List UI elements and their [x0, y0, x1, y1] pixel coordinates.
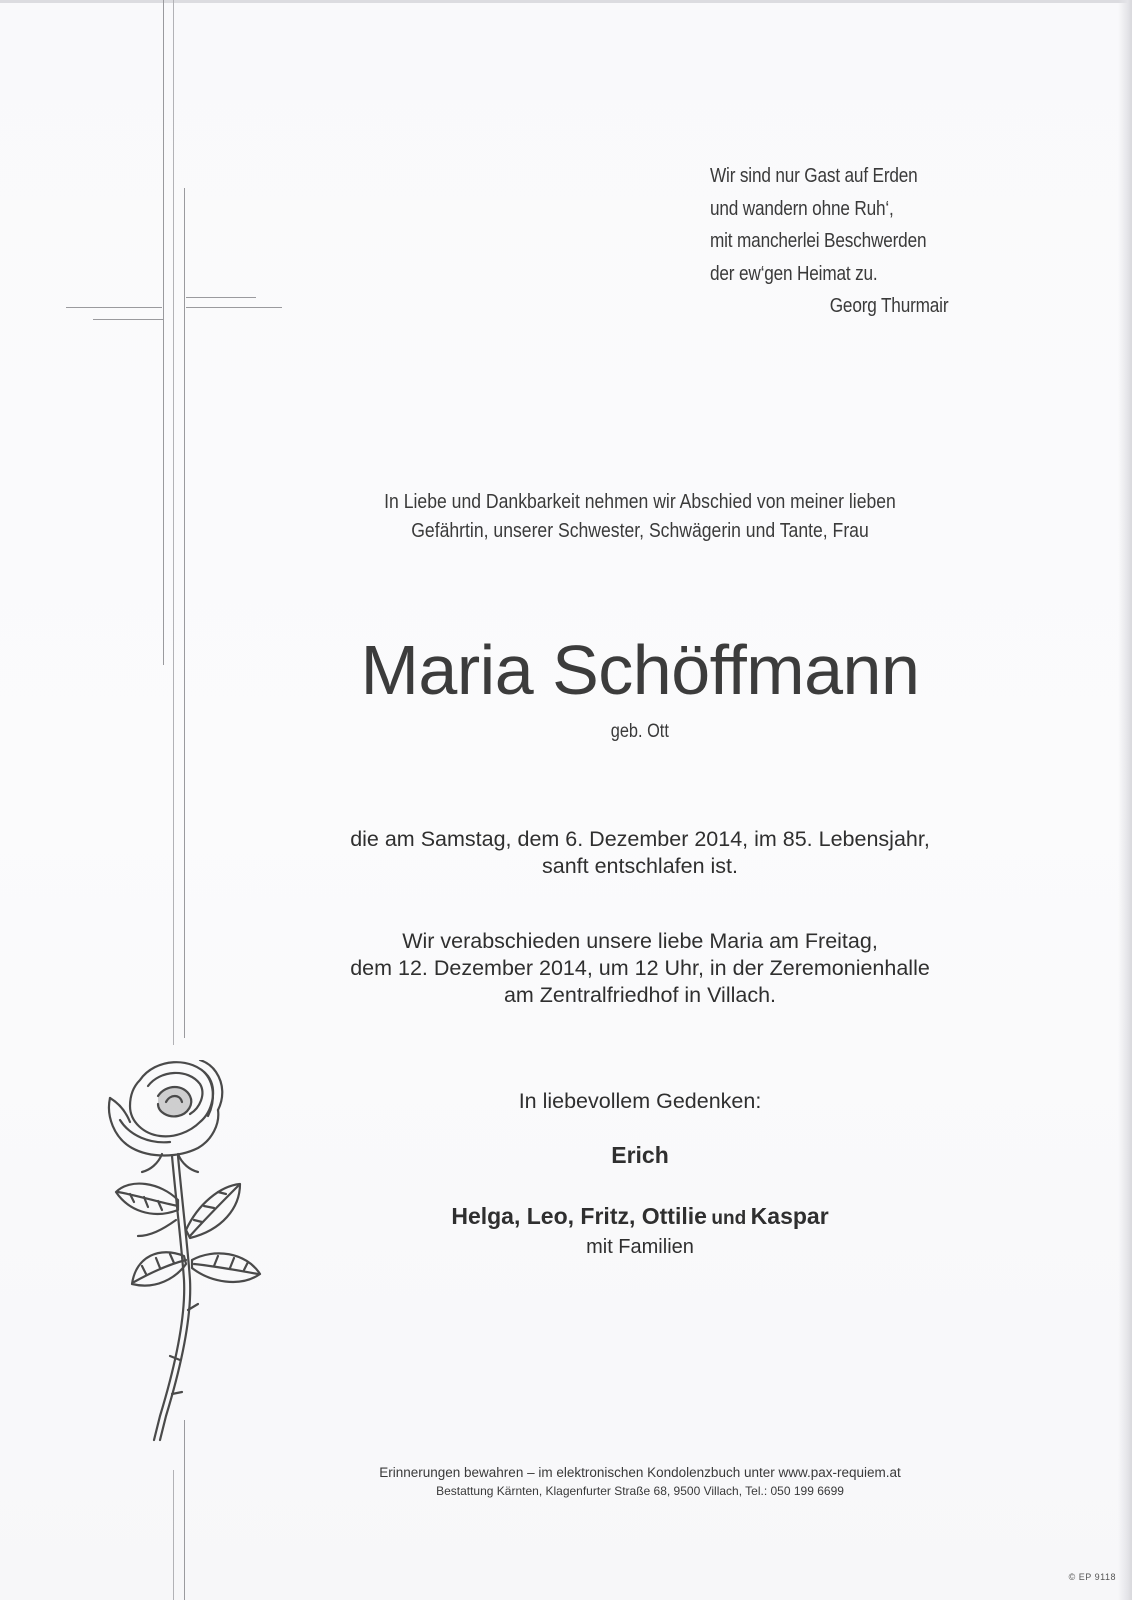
page-right-edge: [1118, 0, 1132, 1600]
ceremony-line-2: dem 12. Dezember 2014, um 12 Uhr, in der Zeremonienhalle: [350, 956, 930, 980]
death-notice-line-1: die am Samstag, dem 6. Dezember 2014, im 85. Lebensjahr,: [350, 827, 930, 851]
cross-horizontal-right: [186, 307, 282, 308]
with-families: mit Familien: [586, 1236, 694, 1258]
verse-author: Georg Thurmair: [829, 295, 949, 317]
deceased-name: Maria Schöffmann: [360, 631, 920, 709]
mourners-heading-text: In liebevollem Gedenken:: [518, 1089, 762, 1113]
verse-line: und wandern ohne Ruh‘,: [710, 197, 894, 220]
cross-horizontal-left: [66, 307, 162, 308]
rose-icon: [100, 1060, 280, 1450]
family-mourners: [300, 1203, 980, 1230]
print-code: © EP 9118: [1068, 1572, 1116, 1582]
ceremony-line-1: Wir verabschieden unsere liebe Maria am Freitag,: [402, 929, 878, 953]
footer-address: Bestattung Kärnten, Klagenfurter Straße 68, 9500 Villach, Tel.: 050 199 6699: [436, 1484, 844, 1498]
cross-vertical-left-thin: [173, 0, 174, 1045]
verse-line: der ew‘gen Heimat zu.: [710, 262, 878, 285]
maiden-name-text: geb. Ott: [610, 721, 670, 742]
maiden-name: [540, 718, 740, 746]
cross-horizontal-top: [186, 297, 256, 298]
footer: [300, 1464, 980, 1500]
cross-vertical-left: [163, 0, 164, 665]
verse: [710, 160, 1000, 323]
death-notice: [300, 826, 980, 880]
mourners-heading: [300, 1086, 980, 1116]
first-mourner: Erich: [611, 1142, 669, 1168]
intro-line-2: Gefährtin, unserer Schwester, Schwägerin und Tante, Frau: [411, 520, 869, 542]
verse-line: mit mancherlei Beschwerden: [710, 230, 927, 252]
death-notice-line-2: sanft entschlafen ist.: [542, 854, 738, 878]
footer-condolence-link[interactable]: Erinnerungen bewahren – im elektronischen Kondolenzbuch unter www.pax-requiem.at: [379, 1465, 901, 1480]
page-top-edge: [0, 0, 1132, 3]
cross-horizontal-lower: [93, 319, 163, 320]
ceremony-line-3: am Zentralfriedhof in Villach.: [503, 983, 777, 1007]
verse-line: Wir sind nur Gast auf Erden: [710, 165, 918, 187]
intro-line-1: In Liebe und Dankbarkeit nehmen wir Abschied von meiner lieben: [384, 491, 896, 513]
family-last-name: Kaspar: [750, 1203, 829, 1229]
family-names: Helga, Leo, Fritz, Ottilie: [451, 1203, 707, 1229]
cross-vertical-bottom-thin: [173, 1470, 174, 1600]
family-conjunction: und: [711, 1208, 747, 1229]
intro-text: [320, 488, 960, 546]
cross-vertical-right: [184, 188, 185, 1038]
ceremony-info: [300, 928, 980, 1009]
